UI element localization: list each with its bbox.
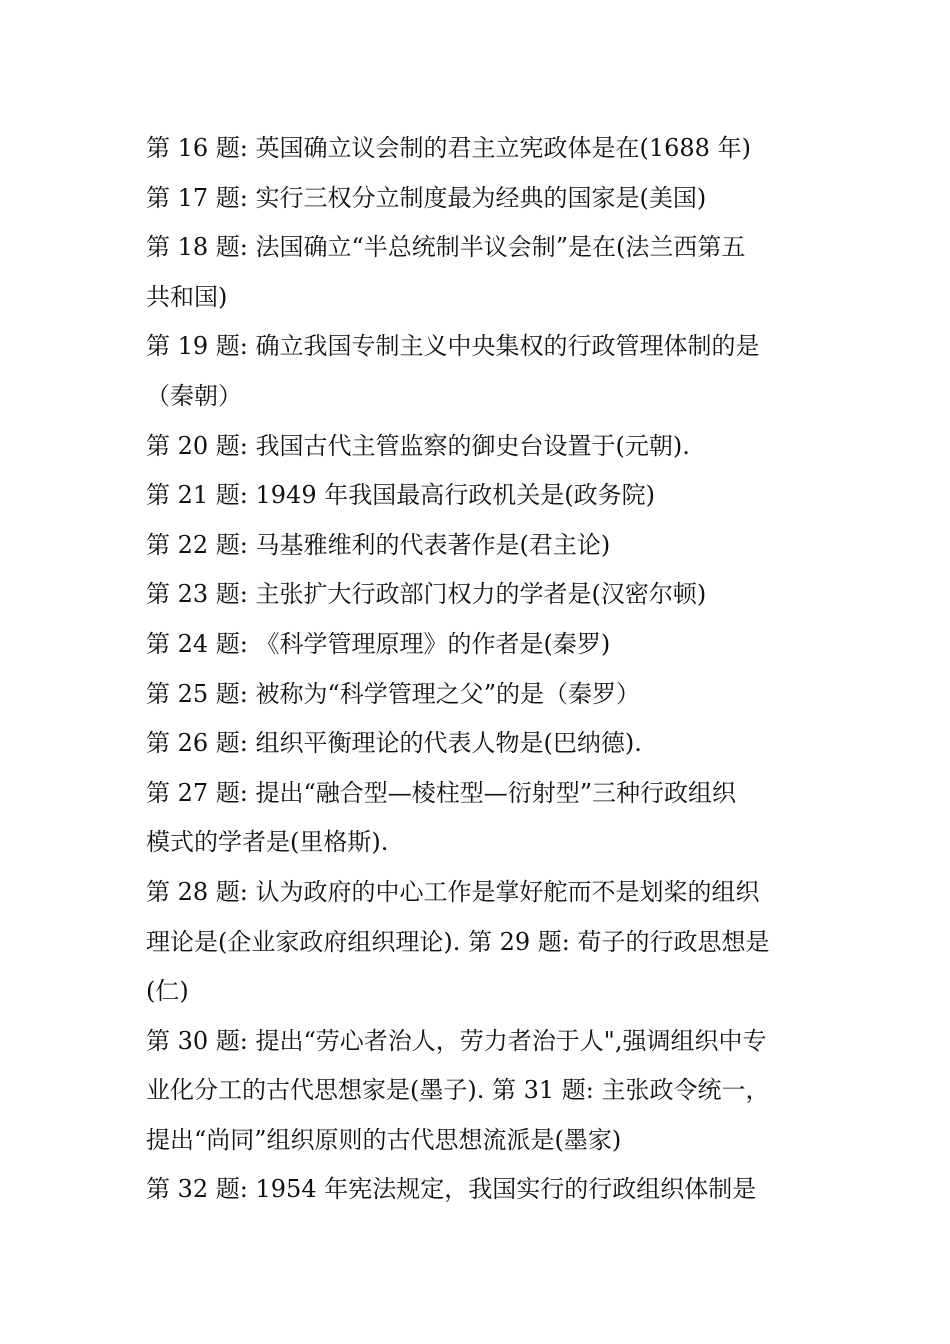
text-line-10: 第 23 题: 主张扩大行政部门权力的学者是(汉密尔顿): [146, 580, 707, 609]
text-line-8: 第 21 题: 1949 年我国最高行政机关是(政务院): [146, 481, 655, 510]
text-line-13: 第 26 题: 组织平衡理论的代表人物是(巴纳德).: [146, 729, 642, 758]
document-body: [146, 124, 810, 1215]
text-line-12: 第 25 题: 被称为“科学管理之父”的是（秦罗）: [146, 679, 641, 708]
text-line-14: 第 27 题: 提出“融合型—棱柱型—衍射型”三种行政组织: [146, 778, 737, 807]
text-line-4: 共和国): [146, 282, 228, 311]
text-line-16: 第 28 题: 认为政府的中心工作是掌好舵而不是划桨的组织: [146, 877, 760, 906]
text-line-2: 第 17 题: 实行三权分立制度最为经典的国家是(美国): [146, 183, 707, 212]
text-line-20: 业化分工的古代思想家是(墨子). 第 31 题: 主张政令统一，: [146, 1076, 770, 1105]
text-line-5: 第 19 题: 确立我国专制主义中央集权的行政管理体制的是: [146, 332, 760, 361]
text-line-1: 第 16 题: 英国确立议会制的君主立宪政体是在(1688 年): [146, 134, 751, 162]
text-line-9: 第 22 题: 马基雅维利的代表著作是(君主论): [146, 530, 611, 559]
text-line-18: (仁): [146, 977, 189, 1006]
text-line-3: 第 18 题: 法国确立“半总统制半议会制”是在(法兰西第五: [146, 233, 746, 262]
text-line-7: 第 20 题: 我国古代主管监察的御史台设置于(元朝).: [146, 431, 690, 460]
text-line-21: 提出“尚同”组织原则的古代思想流派是(墨家): [146, 1125, 622, 1154]
text-line-17: 理论是(企业家政府组织理论). 第 29 题: 荀子的行政思想是: [146, 927, 770, 956]
text-line-19: 第 30 题: 提出“劳心者治人，劳力者治于人",强调组织中专: [146, 1026, 767, 1055]
text-line-6: （秦朝）: [146, 381, 242, 410]
text-line-15: 模式的学者是(里格斯).: [146, 828, 389, 857]
text-line-11: 第 24 题: 《科学管理原理》的作者是(秦罗): [146, 629, 611, 658]
text-line-22: 第 32 题: 1954 年宪法规定，我国实行的行政组织体制是: [146, 1175, 757, 1204]
